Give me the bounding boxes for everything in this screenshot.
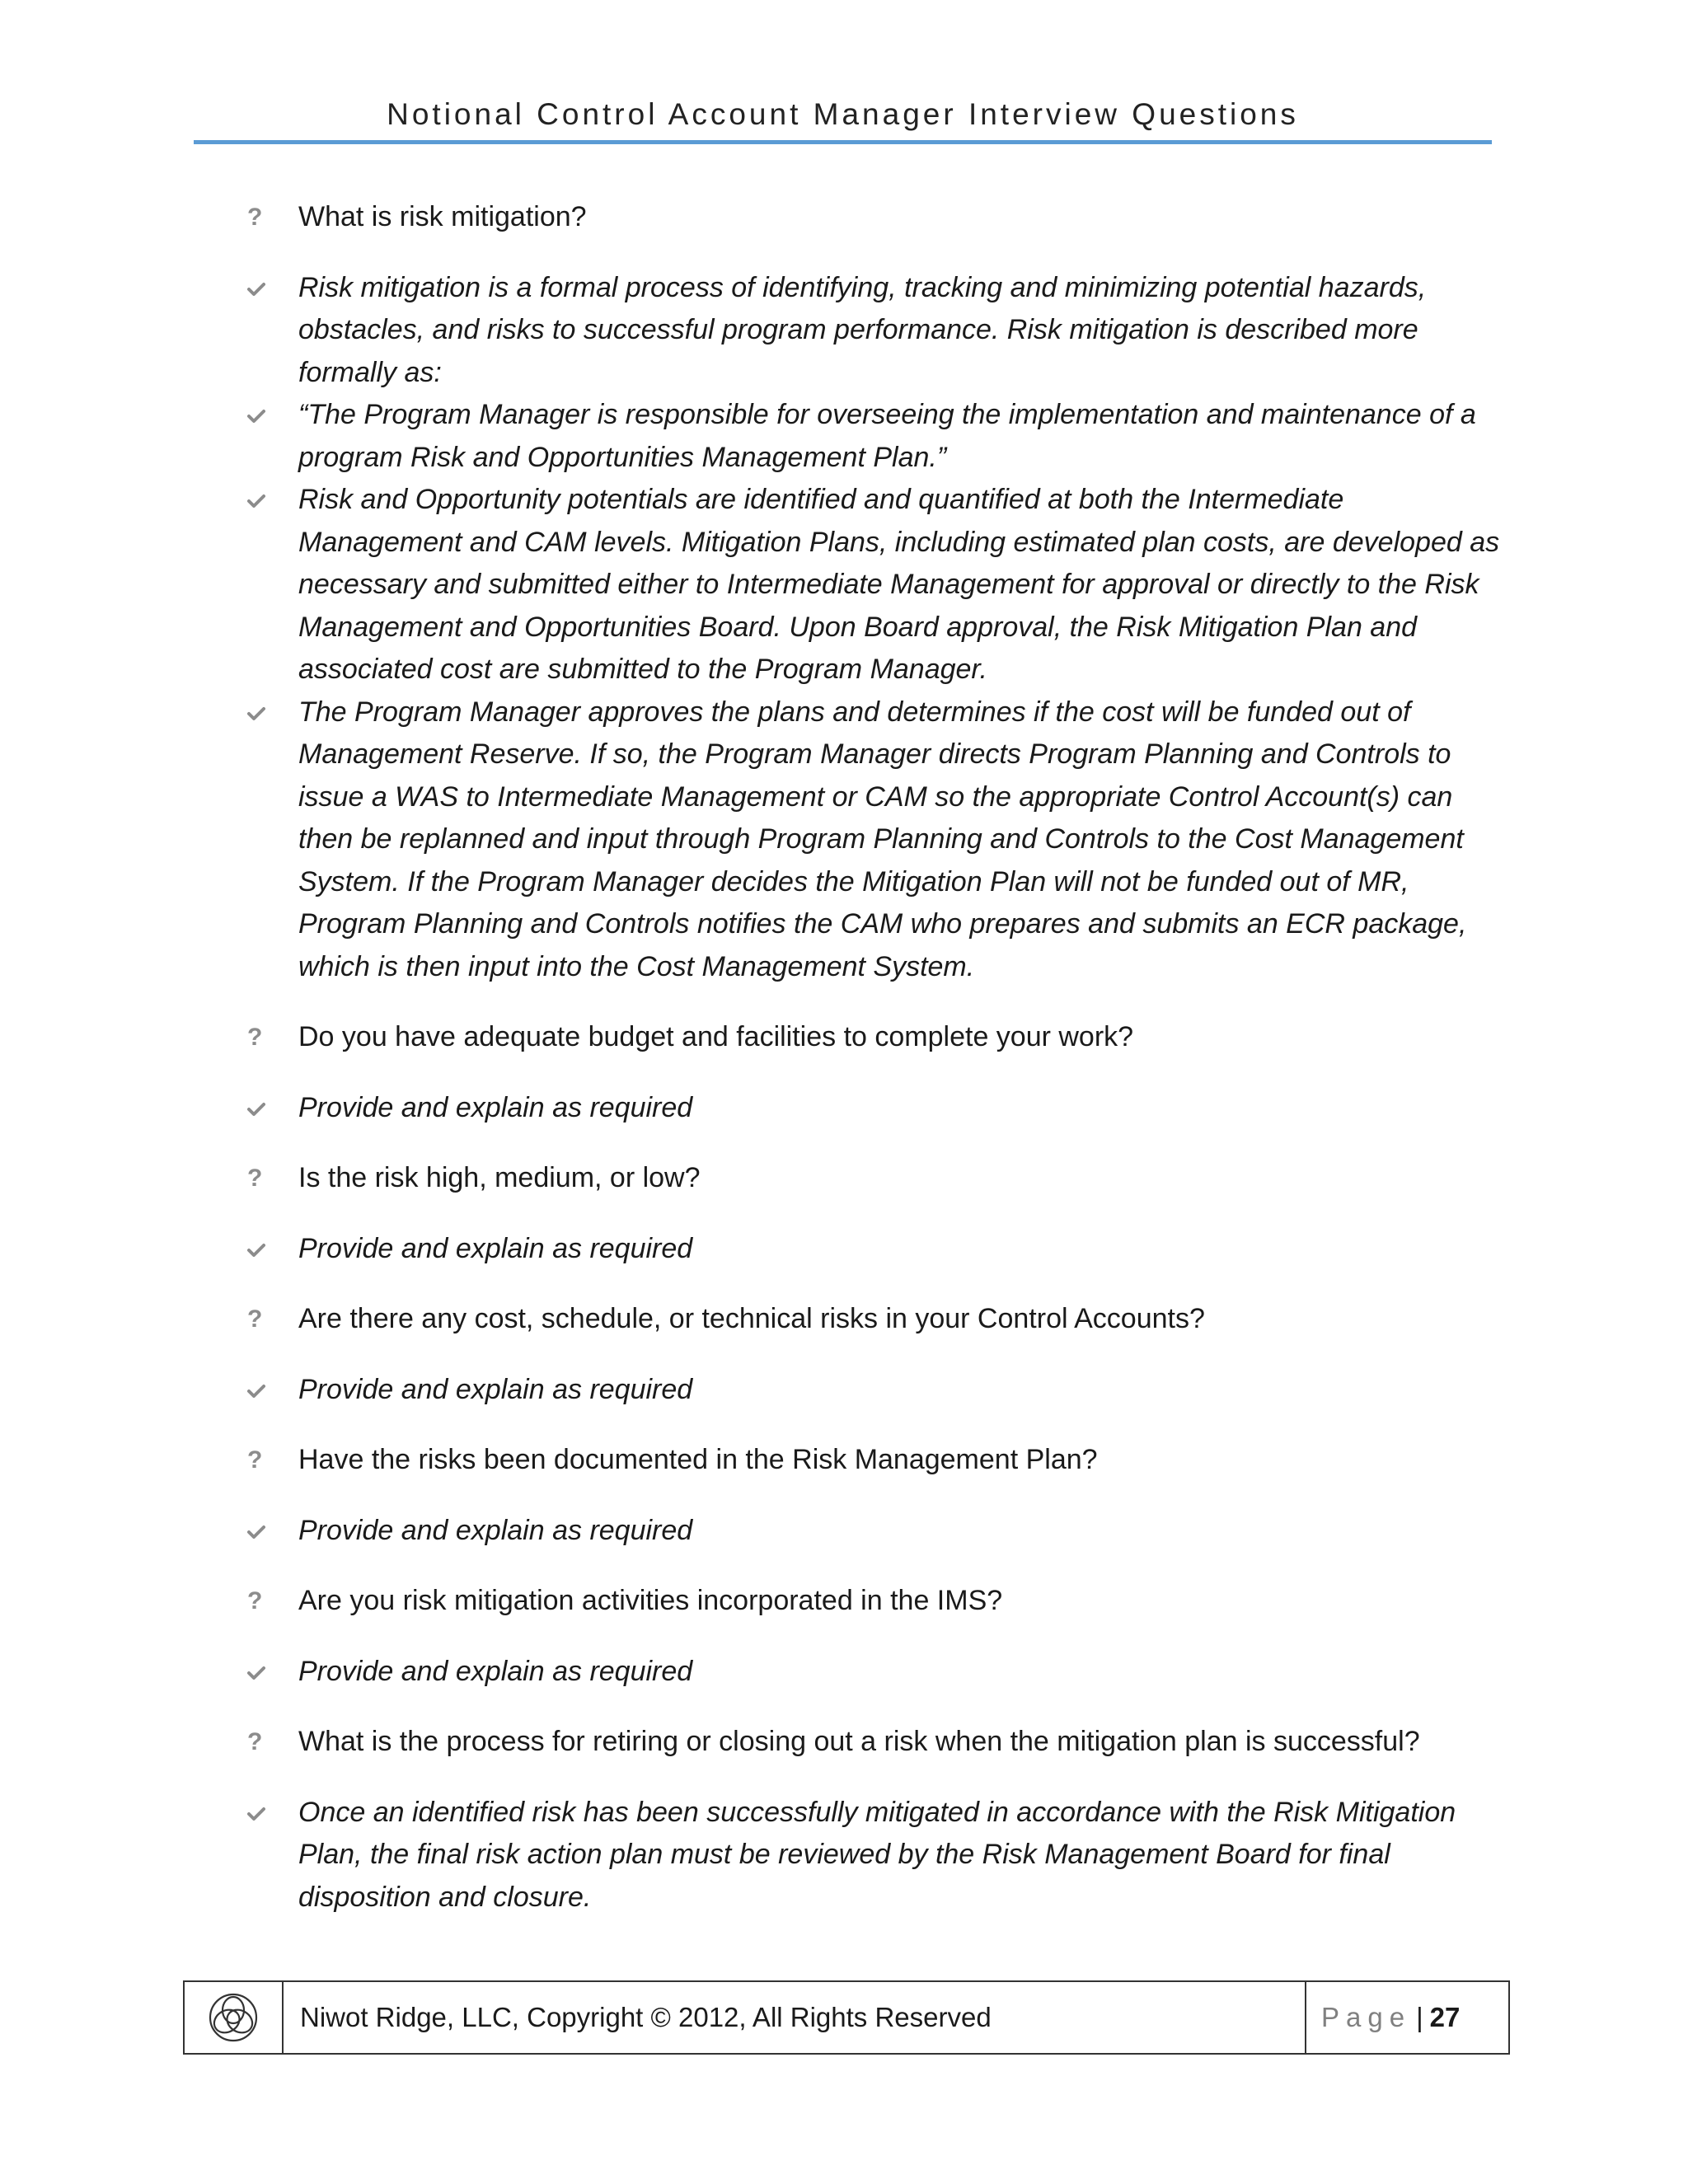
answer-item — [247, 1228, 1500, 1271]
answer-text: “The Program Manager is responsible for overseeing the implementation and maintenance of a program Risk and Opportunities Management Plan.” — [298, 399, 1476, 473]
answer-text: Provide and explain as required — [298, 1091, 693, 1123]
question-item — [247, 1016, 1500, 1059]
checkmark-icon — [247, 394, 280, 437]
question-text: Have the risks been documented in the Risk Management Plan? — [298, 1444, 1098, 1475]
answer-text: Provide and explain as required — [298, 1232, 693, 1264]
checkmark-icon — [247, 267, 280, 310]
page-label: Page — [1321, 2002, 1412, 2032]
question-mark-icon: ? — [247, 1446, 263, 1474]
answer-item — [247, 1792, 1500, 1919]
question-text: Do you have adequate budget and facilities to complete your work? — [298, 1021, 1134, 1052]
header-rule — [194, 140, 1492, 144]
checkmark-icon — [247, 1510, 280, 1553]
question-mark-icon: ? — [247, 1165, 263, 1192]
checkmark-icon — [247, 479, 280, 522]
question-text: Is the risk high, medium, or low? — [298, 1162, 701, 1193]
answer-text: Risk and Opportunity potentials are identified and quantified at both the Intermediate Management and CAM levels. Mitigation Plans, including estimated plan costs, are developed as necessary and submitted either to Intermediate Management for approval or directly to the Risk Management and Opportunities Board. Upon Board approval, the Risk Mitigation Plan and associated cost are submitted to the Program Manager. — [298, 484, 1500, 685]
answer-item — [247, 1651, 1500, 1694]
checkmark-icon — [247, 1369, 280, 1412]
question-item — [247, 196, 1500, 239]
answer-text: Provide and explain as required — [298, 1373, 693, 1405]
page-number: 27 — [1429, 2002, 1461, 2032]
answer-text: Provide and explain as required — [298, 1514, 693, 1546]
footer-page-indicator — [1306, 1982, 1508, 2053]
answer-text: Provide and explain as required — [298, 1655, 693, 1687]
answer-text: Risk mitigation is a formal process of identifying, tracking and minimizing potential hazards, obstacles, and risks to successful program performance. Risk mitigation is described more formally as: — [298, 271, 1427, 388]
question-item — [247, 1580, 1500, 1623]
footer-logo-cell — [185, 1982, 284, 2053]
question-text: What is risk mitigation? — [298, 201, 587, 232]
question-item — [247, 1439, 1500, 1482]
question-item — [247, 1721, 1500, 1764]
question-mark-icon: ? — [247, 204, 263, 231]
page-footer — [183, 1980, 1510, 2055]
question-mark-icon: ? — [247, 1305, 263, 1333]
question-mark-icon: ? — [247, 1587, 263, 1615]
answer-text: Once an identified risk has been successfully mitigated in accordance with the Risk Mitigation Plan, the final risk action plan must be reviewed by the Risk Management Board for final disposition and closure. — [298, 1796, 1456, 1913]
answer-item — [247, 1087, 1500, 1130]
answer-item — [247, 1369, 1500, 1412]
question-mark-icon: ? — [247, 1024, 263, 1051]
qa-list — [247, 196, 1500, 1919]
question-item — [247, 1157, 1500, 1200]
answer-item — [247, 691, 1500, 989]
answer-item — [247, 1510, 1500, 1553]
checkmark-icon — [247, 1792, 280, 1835]
question-text: Are you risk mitigation activities incorporated in the IMS? — [298, 1585, 1003, 1616]
checkmark-icon — [247, 1087, 280, 1130]
interlocking-rings-logo-icon — [206, 1990, 260, 2045]
page-header-title: Notional Control Account Manager Interview Questions — [387, 97, 1299, 131]
answer-item — [247, 394, 1500, 479]
question-mark-icon: ? — [247, 1728, 263, 1755]
question-text: Are there any cost, schedule, or technical risks in your Control Accounts? — [298, 1303, 1205, 1334]
footer-copyright: Niwot Ridge, LLC, Copyright © 2012, All Rights Reserved — [284, 1982, 1306, 2053]
checkmark-icon — [247, 1651, 280, 1694]
checkmark-icon — [247, 1228, 280, 1271]
answer-text: The Program Manager approves the plans and determines if the cost will be funded out of Management Reserve. If so, the Program Manager directs Program Planning and Controls to issue a WAS to Intermediate Management or CAM so the appropriate Control Account(s) can then be replanned and input through Program Planning and Controls to the Cost Management System. If the Program Manager decides the Mitigation Plan will not be funded out of MR, Program Planning and Controls notifies the CAM who prepares and submits an ECR package, which is then input into the Cost Management System. — [298, 696, 1467, 982]
question-text: What is the process for retiring or closing out a risk when the mitigation plan is successful? — [298, 1726, 1420, 1757]
page-separator: | — [1416, 2002, 1423, 2032]
answer-item — [247, 479, 1500, 691]
checkmark-icon — [247, 691, 280, 734]
question-item — [247, 1298, 1500, 1341]
answer-item — [247, 267, 1500, 395]
